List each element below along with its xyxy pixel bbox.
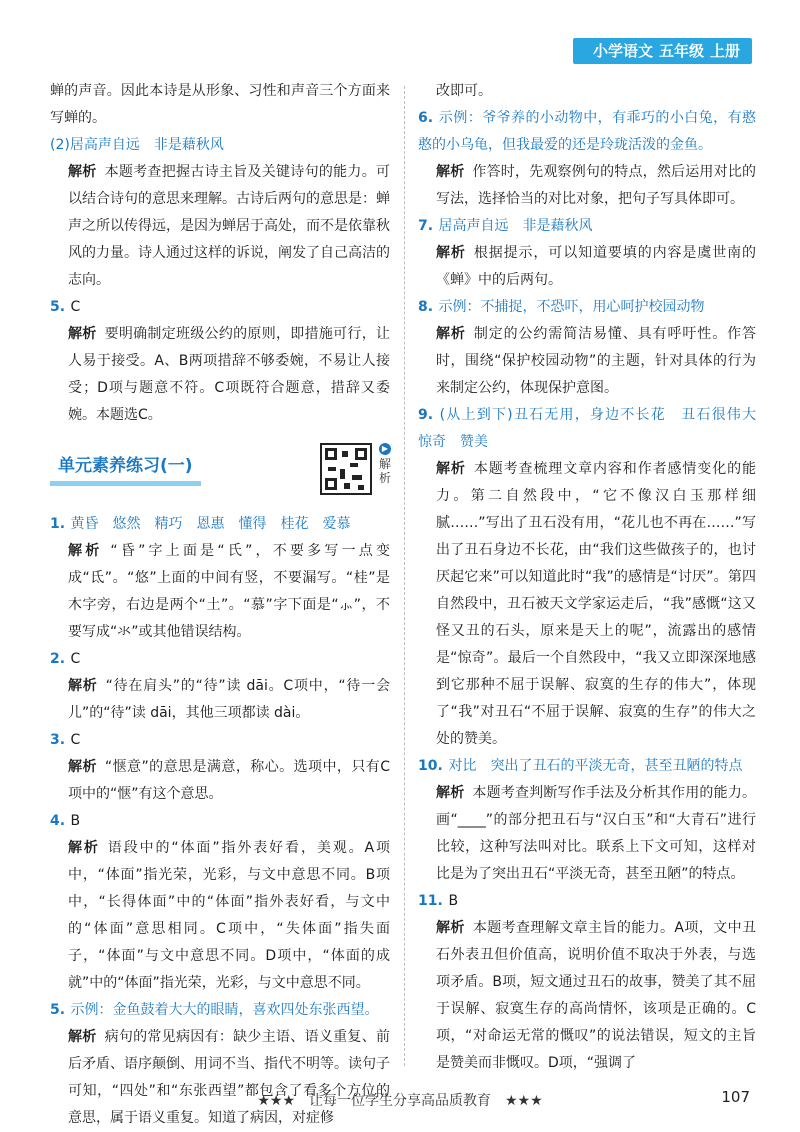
explanation-text: 本题考查判断写作手法及分析其作用的能力。画“____”的部分把丑石与“汉白玉”和“大青石”进行比较，这种写法叫对比。联系上下文可知，这样对比是为了突出丑石“平淡无奇，甚至丑陋”的特点。	[436, 785, 757, 882]
explanation-tag: 解析	[68, 543, 103, 559]
question-item	[418, 105, 756, 159]
page-number: 107	[721, 1088, 750, 1106]
explanation	[50, 538, 390, 646]
explanation-tag: 解析	[436, 920, 465, 936]
explanation	[50, 159, 390, 294]
explanation-tag: 解析	[436, 164, 465, 180]
question-number: 5.	[50, 1002, 66, 1018]
question-item	[50, 511, 390, 538]
explanation	[418, 321, 756, 402]
question-number: 11.	[418, 893, 443, 909]
qr-code-icon[interactable]	[320, 443, 372, 495]
answer-text: C	[70, 299, 81, 315]
explanation-text: 本题考查理解文章主旨的能力。A项，文中丑石外表丑但价值高，说明价值不取决于外表，与选项矛盾。B项，短文通过丑石的故事，赞美了其不屈于误解、寂寞生存的高尚情怀，该项是正确的。C项，“对命运无常的慨叹”的说法错误，短文的主旨是赞美而非慨叹。D项，“强调了	[436, 920, 757, 1071]
section-title: 单元素养练习(一)	[50, 451, 201, 486]
answer-text: C	[70, 651, 81, 667]
explanation	[418, 780, 756, 888]
explanation	[418, 915, 756, 1077]
question-item	[418, 888, 756, 915]
explanation-text: “待在肩头”的“待”读 dāi。C项中，“待一会儿”的“待”读 dāi，其他三项都读 dài。	[68, 678, 390, 721]
answer-text: 示例：不捕捉，不恐吓，用心呵护校园动物	[438, 299, 705, 315]
question-number: 4.	[50, 813, 66, 829]
play-icon: ▶	[379, 443, 391, 455]
question-item	[418, 753, 756, 780]
explanation-tag: 解析	[68, 164, 97, 180]
answer-text: B	[70, 813, 81, 829]
question-item	[418, 402, 770, 456]
question-number: 10.	[418, 758, 443, 774]
explanation-text: 根据提示，可以知道要填的内容是虞世南的《蝉》中的后两句。	[436, 245, 757, 288]
explanation-tag: 解析	[68, 840, 100, 856]
header-subject: 小学语文	[592, 42, 653, 60]
question-number: 6.	[418, 110, 434, 126]
explanation	[50, 1024, 390, 1132]
explanation-text: 要明确制定班级公约的原则，即措施可行，让人易于接受。A、B两项措辞不够委婉，不易让人接受；D项与题意不符。C项既符合题意，措辞又委婉。本题选C。	[68, 326, 391, 423]
explanation	[418, 240, 756, 294]
question-number: 1.	[50, 516, 66, 532]
question-number: 5.	[50, 299, 66, 315]
explanation	[50, 321, 390, 429]
explanation-tag: 解析	[436, 461, 466, 477]
question-item	[50, 646, 390, 673]
column-divider	[404, 86, 405, 1066]
header-term: 上册	[709, 42, 740, 60]
answer-text: 黄昏 悠然 精巧 恩惠 懂得 桂花 爱慕	[70, 516, 351, 532]
explanation-tag: 解析	[68, 759, 97, 775]
explanation	[418, 159, 756, 213]
explanation-text: 作答时，先观察例句的特点，然后运用对比的写法，选择恰当的对比对象，把句子写具体即可。	[436, 164, 757, 207]
answer-text: B	[448, 893, 459, 909]
answer-text: 对比 突出了丑石的平淡无奇，甚至丑陋的特点	[448, 758, 743, 774]
question-item	[418, 213, 756, 240]
answer-text: 示例：爷爷养的小动物中，有乖巧的小白兔，有憨憨的小乌龟，但我最爱的还是玲珑活泼的金鱼。	[418, 110, 757, 153]
answer-text: (从上到下)丑石无用，身边不长花 丑石很伟大 惊奇 赞美	[418, 407, 770, 450]
explanation	[50, 754, 390, 808]
explanation-text: 制定的公约需简洁易懂、具有呼吁性。作答时，围绕“保护校园动物”的主题，针对具体的行为来制定公约，体现保护意图。	[436, 326, 757, 396]
explanation	[50, 673, 390, 727]
answer-text: (2)居高声自远 非是藉秋风	[50, 137, 224, 153]
header-grade: 五年级	[658, 42, 704, 60]
answer-text: 居高声自远 非是藉秋风	[438, 218, 593, 234]
question-number: 3.	[50, 732, 66, 748]
footer-slogan: ★★★ 让每一位学生分享高品质教育 ★★★	[257, 1093, 543, 1109]
answer-text: C	[70, 732, 81, 748]
header-banner	[573, 38, 752, 64]
right-column	[418, 78, 770, 1077]
question-item	[50, 997, 390, 1024]
explanation-tag: 解析	[68, 678, 98, 694]
explanation	[50, 835, 390, 997]
question-number: 2.	[50, 651, 66, 667]
question-item	[418, 294, 756, 321]
explanation-text: 本题考查把握古诗主旨及关键诗句的能力。可以结合诗句的意思来理解。古诗后两句的意思是：蝉声之所以传得远，是因为蝉居于高处，而不是依靠秋风的力量。诗人通过这样的诉说，阐发了自己高洁的志向。	[68, 164, 391, 288]
left-column	[50, 78, 390, 1132]
explanation-tag: 解析	[68, 326, 97, 342]
qr-label: ▶ 解析	[378, 444, 391, 485]
question-number: 7.	[418, 218, 434, 234]
section-header	[50, 443, 390, 503]
question-item	[50, 727, 390, 754]
explanation-text: 病句的常见病因有：缺少主语、语义重复、前后矛盾、语序颠倒、用词不当、指代不明等。读句子可知，“四处”和“东张西望”都包含了看多个方位的意思，属于语义重复。知道了病因，对症修	[68, 1029, 391, 1126]
explanation-text: 本题考查梳理文章内容和作者感情变化的能力。第二自然段中，“它不像汉白玉那样细腻……”写出了丑石没有用，“花儿也不再在……”写出了丑石身边不长花，由“我们这些做孩子的，也讨厌起它来”可以知道此时“我”的感情是“讨厌”。第四自然段中，丑石被天文学家运走后，“我”感慨“这又怪又丑的石头，原来是天上的呢”，流露出的感情是“惊奇”。最后一个自然段中，“我又立即深深地感到它那种不屈于误解、寂寞的生存的伟大”，体现了“我”对丑石“不屈于误解、寂寞的生存”的伟大之处的赞美。	[436, 461, 757, 747]
explanation-tag: 解析	[68, 1029, 97, 1045]
explanation	[418, 456, 756, 753]
explanation-tag: 解析	[436, 785, 465, 801]
question-item	[50, 808, 390, 835]
question-item	[50, 294, 390, 321]
continued-text: 蝉的声音。因此本诗是从形象、习性和声音三个方面来写蝉的。	[50, 83, 390, 126]
explanation-text: “昏”字上面是“氏”，不要多写一点变成“氐”。“悠”上面的中间有竖，不要漏写。“桂”是木字旁，右边是两个“土”。“慕”字下面是“⺗”，不要写成“氺”或其他错误结构。	[68, 543, 390, 640]
explanation-text: “惬意”的意思是满意，称心。选项中，只有C项中的“惬”有这个意思。	[68, 759, 391, 802]
continued-text: 改即可。	[436, 83, 492, 99]
explanation-text: 语段中的“体面”指外表好看，美观。A项中，“体面”指光荣，光彩，与文中意思不同。B项中，“长得体面”中的“体面”指外表好看，与文中的“体面”意思相同。C项中，“失体面”指失面子，“体面”与文中意思不同。D项中，“体面的成就”中的“体面”指光荣，光彩，与文中意思不同。	[68, 840, 390, 991]
explanation-tag: 解析	[436, 326, 466, 342]
question-number: 9.	[418, 407, 434, 423]
explanation-tag: 解析	[436, 245, 466, 261]
answer-text: 示例：金鱼鼓着大大的眼睛，喜欢四处东张西望。	[70, 1002, 379, 1018]
question-number: 8.	[418, 299, 434, 315]
